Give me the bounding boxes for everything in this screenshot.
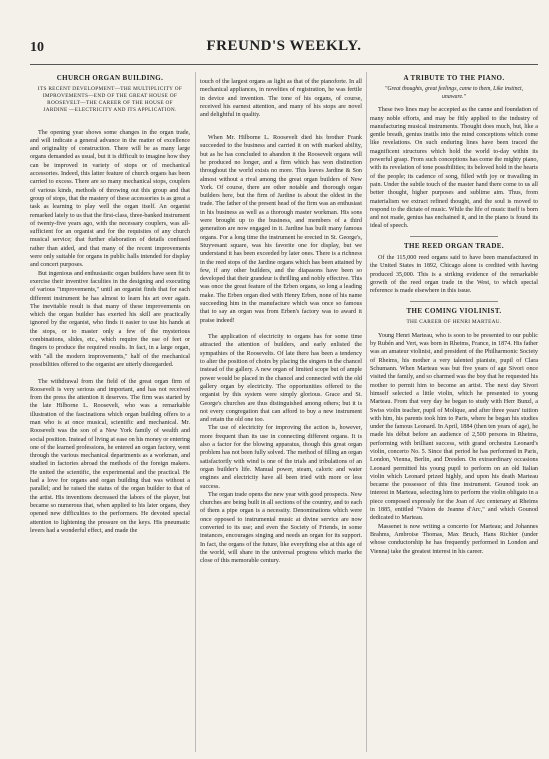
article-paragraph: touch of the largest organs as light as that of the pianoforte. In all mechanical appliances, in novelties of registration, he was fertile in device and invention. The tone of his organs, of course, received his earnest attention, and many of his stops are novel and delightful in quality. (200, 79, 362, 119)
article-paragraph: Of the 115,000 reed organs said to have been manufactured in the United States in 1892, Chicago alone is credited with having produced 35,000. This is a striking evidence of the remarkable growth of the reed organ trade in the West, to which special reference is made elsewhere in this issue. (370, 255, 538, 295)
article-subtitle: ITS RECENT DEVELOPMENT—THE MULTIPLICITY OF IMPROVEMENTS—END OF THE GREAT HOUSE OF ROOSEVELT—THE CAREER OF THE HOUSE OF JARDINE —ELECTRICITY AND ITS APPLICATION. (37, 86, 183, 114)
column-right (370, 72, 538, 752)
article-paragraph: These two lines may be accepted as the canne and foundation of many noble efforts, and may be fitly applied to the industry of manufacturing musical instruments. Thought does much, but, like a gentle breath, genius instils into the mind conceptions which come like revelations. On such enduring lines have been traced the magnificent structures which hold the world to-day within its powerful grasp. From such conceptions has come the mighty piano, with its revelation of tone possibilities; its beloved hold in the hearts of the people; its cadence of song, filled with joy or travailing in pain. Under the subtle touch of the master hand there come to us all better thought, higher purposes and sublime aim. Thus, from materialism we extract refined thought, and the soul is moved to respond to the dictate of music. While the life of music itself is born and not made, genius has enchained it, and in the piano is found its ideal of speech. (370, 107, 538, 230)
column-middle (200, 72, 362, 752)
column-divider (195, 72, 196, 752)
article-paragraph: But ingenious and enthusiastic organ builders have seen fit to exercise their inventive faculties in the designing and executing of various "improvements," until an organist finds that for each different instrument he has almost to learn his art over again. The inevitable result is that many of these improvements on which the organ builder has exerted his skill are practically ignored by the organist, who finds it easier to use his hands at the stops, or to master only a few of the mysterious combinations, slides, etc., which require the use of feet or fingers to produce the required results. In fact, in a large organ, with "all the modern improvements," half of the mechanical possibilities offered to the organist are utterly disregarded. (30, 270, 190, 368)
section-rule (410, 236, 498, 237)
column-left (30, 72, 190, 752)
article-subtitle: THE CAREER OF HENRI MARTEAU. (406, 318, 502, 325)
article-title: A TRIBUTE TO THE PIANO. (403, 74, 505, 82)
article-paragraph: The organ trade opens the new year with good prospects. New churches are being built in all sections of the country, and to each of them a pipe organ is a necessity. Denominations which were once opposed to instrumental music at divine service are now converted to its use; and even the Society of Friends, in some instances, encourages singing and needs an organ for its support. In fact, the organs of the future, like everything else at this age of the world, will share in the universal progress which marks the close of this memorable century. (200, 491, 362, 565)
article-paragraph: The withdrawal from the field of the great organ firm of Roosevelt is very serious and important, and has not received from the press the attention it deserves. The firm was started by the late Hilborne L. Roosevelt, who was a remarkable illustration of the fascinations which organ building offers to a man who is at once musical, scientific and mechanical. Mr. Roosevelt was the son of a New York family of wealth and social position. Instead of living at ease on his money or entering one of the learned professions, he entered an organ factory, went through the various mechanical departments as a workman, and studied in factories abroad the methods of the foreign makers. He united the scientific, the experimental and the practical. He had a love for organs and organ building that was without a parallel; and he raised the status of the organ builder to that of the artist. His inventions decreased the labors of the player, but became so numerous that, when applied to his later organs, they opened new difficulties to the performers. He devoted special attention to lightening the pressure on the keys. His pneumatic levers had a wonderful effect, and made the (30, 378, 190, 534)
article-title: THE REED ORGAN TRADE. (403, 241, 505, 250)
article-paragraph: When Mr. Hilborne L. Roosevelt died his brother Frank succeeded to the business and carried it on with marked ability, but as he has concluded to abandon it the Roosevelt organs will be produced no longer, and a firm which has won distinction throughout the world exists no more. This leaves Jardine & Son almost without a rival among the great organ builders of New York. Of course, there are other notable and thorough organ builders here, but the firm of Jardine is about the oldest in the trade. The father of the present head of the firm was an enthusiast in his business as well as a thorough master workman. His sons were brought up to the business, and members of a third generation are now engaged in it. Jardine has built many famous organs. For a long time the instrument he erected in St. George's, Stuyvesant square, was his favorite one for display, but we understand it has been exceeded by later ones. There is a richness in the reed stops of the Jardine organs which has been attained by few, if any other builders, and the diapasons have been so developed that their grandeur is thrilling and nobly effective. This was once the great feature of the Erben organs, so long a leading make. The Erben organ died with Henry Erben, none of his name succeeding him in the manufacture which was once so famous that to say an organ was from Erben's factory was to award it praise indeed! (200, 135, 362, 324)
article-paragraph: The use of electricity for improving the action is, however, more frequent than its use in connecting different organs. It is also a factor for the blowing apparatus, though this great organ problem has not been fully solved. The method of filling an organ satisfactorily with wind is one of the trials and tribulations of an organ builder's life. Manual power, steam, caloric and water engines and electricity have all been tried with more or less success. (200, 425, 362, 490)
header-rule (30, 64, 538, 65)
article-paragraph: Massenet is now writing a concerto for Marteau; and Johannes Brahms, Ambroise Thomas, Max Bruch, Hans Richter (under whose conductorship he has frequently performed in London and Vienna) take the greatest interest in his career. (370, 523, 538, 555)
page-header (30, 38, 538, 62)
article-paragraph: Young Henri Marteau, who is soon to be presented to our public by Rubén and Vert, was born in Rheims, France, in 1874. His father was an amateur violinist, and president of the Philharmonic Society of Rheims, his mother a very talented pianiste, pupil of Clara Schumann. When Marteau was but five years of age Sivori once visited the family, and so charmed was the boy that he requested his mother to permit him to become an artist. The next day Sivori himself selected a little violin, which he presented to young Marteau. From that very day he began to study with Herr Bunzl, a Swiss violin teacher, pupil of Molique, and after three years' tuition with him, his parents took him to Paris, where he began his studies under the famous Leonard. In April, 1884 (then ten years of age), he made his début before an audience of 2,500 persons in Rheims, performing with brilliant success, with grand orchestra Leonard's violin, concerto No. 5. Since that period he has performed in Paris, London, Vienna, Berlin, and Dresden. On extraordinary occasions Leonard permitted his young pupil to perform on an old Italian violin which Leonard prized highly, and upon his death Marteau became the possessor of this fine instrument. Gounod took an interest in Marteau, selecting him to perform the violin obligato in a piece composed expressly for the Joan of Arc centenary at Rheims in 1885, entitled "Vision de Jeanne d'Arc," and which Gounod dedicated to Marteau. (370, 332, 538, 522)
article-epigraph: "Great thoughts, great feelings, came to them, Like instinct, unaware." (384, 86, 524, 100)
article-paragraph: The application of electricity to organs has for some time attracted the attention of builders, and early enlisted the sympathies of the Roosevelts. Of late there has been a tendency to alter the position of choirs by placing the singers in the chancel instead of the gallery. A new organ of limited scope but of ample power would be placed in the chancel and connected with the old gallery organ by electricity. The opportunities offered to the organist by this system were simply glorious. Grace and St. George's churches are thus distinguished among others; but it is not every congregation that can afford to buy a new instrument and retain the old one too. (200, 334, 362, 424)
article-title: CHURCH ORGAN BUILDING. (56, 74, 164, 82)
article-paragraph: The opening year shows some changes in the organ trade, and will indicate a general advance in the matter of excellence and originality of construction. There will be as many large organs demanded as usual, but it is difficult to imagine how they can be improved in variety of stops or of mechanical accessories. Indeed, this latter feature of church organs has been carried to excess. There are so many mechanical stops, couplers of various kinds, methods of throwing out this group and that group of stops, that the mastery of these accessories is as great a task as learning to play well the organ itself. An organist remarked lately to us that the first-class, three-banked instrument of twenty-five years ago, with the necessary couplers, was all-sufficient for an organist and for the requisites of any church musical service; that further elaboration of details confused rather than aided, and that many of the recent improvements were only suitable for organs in public halls intended for display and concert purposes. (30, 129, 190, 269)
section-rule (410, 301, 498, 302)
article-title: THE COMING VIOLINIST. (406, 306, 502, 315)
page-number: 10 (30, 40, 44, 55)
column-divider (366, 72, 367, 752)
publication-title: FREUND'S WEEKLY. (206, 38, 362, 54)
